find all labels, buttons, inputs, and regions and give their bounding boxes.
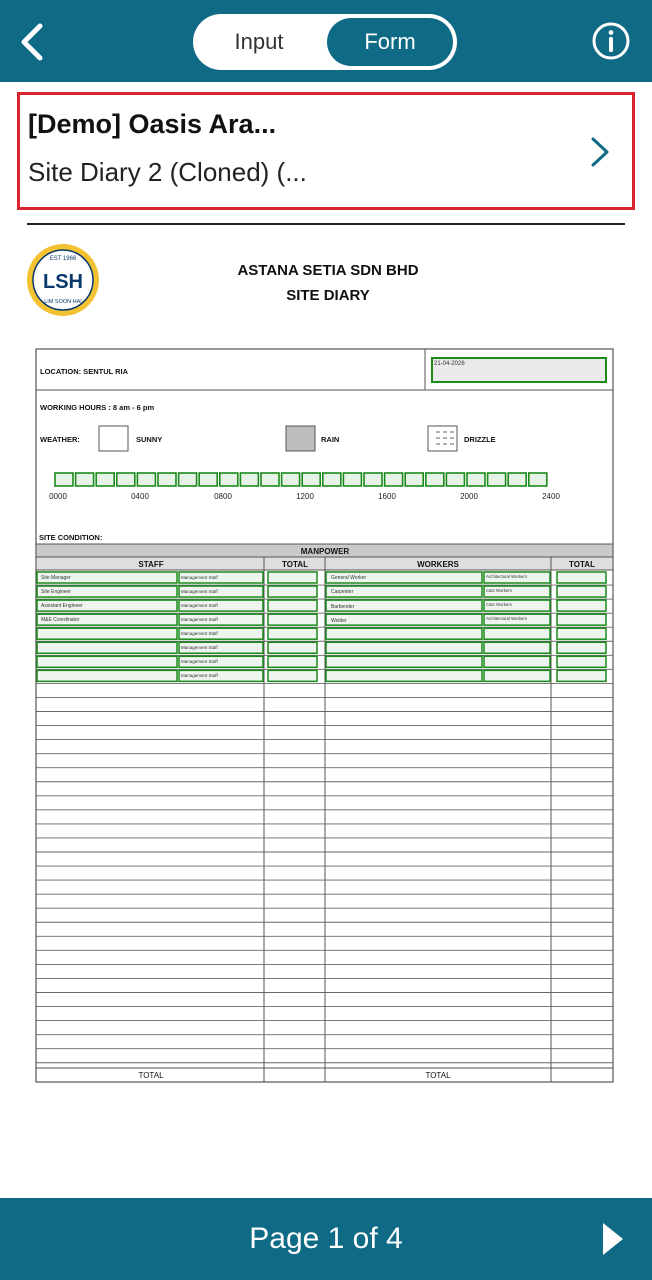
timeline-slot-19[interactable] bbox=[446, 473, 464, 486]
staff-name-2: Site Engineer bbox=[41, 589, 72, 595]
worker-total-field-1[interactable] bbox=[557, 572, 606, 583]
header-divider bbox=[27, 223, 625, 225]
timeline-slot-6[interactable] bbox=[179, 473, 197, 486]
view-toggle bbox=[193, 14, 457, 70]
worker-total-field-8[interactable] bbox=[557, 670, 606, 681]
timeline-slot-7[interactable] bbox=[199, 473, 217, 486]
timeline-tick-1600: 1600 bbox=[378, 492, 396, 501]
weather-rain-label: RAIN bbox=[321, 435, 340, 444]
weather-sunny-checkbox[interactable] bbox=[99, 426, 128, 451]
page-indicator: Page 1 of 4 bbox=[249, 1222, 403, 1255]
worker-category-4: Architectural Workers bbox=[486, 616, 527, 621]
staff-total-field-5[interactable] bbox=[268, 628, 317, 639]
worker-total-field-7[interactable] bbox=[557, 656, 606, 667]
worker-total-field-5[interactable] bbox=[557, 628, 606, 639]
staff-name-3: Assistant Engineer bbox=[41, 603, 83, 609]
timeline-slot-14[interactable] bbox=[343, 473, 361, 486]
play-next-icon[interactable] bbox=[600, 1220, 626, 1258]
worker-category-field-8[interactable] bbox=[484, 670, 550, 681]
staff-name-4: M&E Coordinator bbox=[41, 617, 80, 623]
weather-rain-checkbox[interactable] bbox=[286, 426, 315, 451]
worker-category-field-5[interactable] bbox=[484, 628, 550, 639]
form-name: Site Diary 2 (Cloned) (... bbox=[28, 157, 307, 187]
worker-name-2: Carpenter bbox=[331, 589, 354, 595]
timeline-slot-15[interactable] bbox=[364, 473, 382, 486]
timeline-slot-5[interactable] bbox=[158, 473, 176, 486]
timeline-slot-3[interactable] bbox=[117, 473, 135, 486]
staff-category-3: Management Staff bbox=[181, 603, 218, 608]
worker-total-field-3[interactable] bbox=[557, 600, 606, 611]
timeline-slot-10[interactable] bbox=[261, 473, 279, 486]
staff-total-field-2[interactable] bbox=[268, 586, 317, 597]
weather-sunny-label: SUNNY bbox=[136, 435, 163, 444]
timeline-slot-22[interactable] bbox=[508, 473, 526, 486]
timeline-slot-11[interactable] bbox=[282, 473, 300, 486]
staff-total-field-7[interactable] bbox=[268, 656, 317, 667]
worker-total-field-6[interactable] bbox=[557, 642, 606, 653]
staff-category-4: Management Staff bbox=[181, 617, 218, 622]
location-label: LOCATION: SENTUL RIA bbox=[40, 367, 129, 376]
logo-bottom-text: LIM SOON HAI bbox=[44, 299, 82, 305]
staff-name-field-6[interactable] bbox=[37, 642, 177, 653]
staff-name-field-5[interactable] bbox=[37, 628, 177, 639]
timeline-tick-1200: 1200 bbox=[296, 492, 314, 501]
timeline-slot-4[interactable] bbox=[137, 473, 155, 486]
timeline-slot-1[interactable] bbox=[76, 473, 94, 486]
timeline-ticks bbox=[49, 492, 560, 501]
working-hours: WORKING HOURS : 8 am - 6 pm bbox=[40, 403, 155, 412]
worker-name-field-5[interactable] bbox=[326, 628, 482, 639]
timeline-tick-2400: 2400 bbox=[542, 492, 560, 501]
worker-category-1: Architectural Workers bbox=[486, 574, 527, 579]
staff-category-5: Management Staff bbox=[181, 631, 218, 636]
worker-category-field-7[interactable] bbox=[484, 656, 550, 667]
logo-top-text: EST 1966 bbox=[49, 256, 77, 262]
staff-total-header: TOTAL bbox=[282, 560, 308, 569]
staff-category-2: Management Staff bbox=[181, 589, 218, 594]
worker-name-1: General Worker bbox=[331, 575, 367, 581]
weather-label: WEATHER: bbox=[40, 435, 80, 444]
worker-name-field-7[interactable] bbox=[326, 656, 482, 667]
staff-total-label: TOTAL bbox=[138, 1071, 164, 1080]
worker-name-3: Barbender bbox=[331, 604, 355, 610]
timeline-slot-13[interactable] bbox=[323, 473, 341, 486]
manpower-fields bbox=[37, 572, 606, 681]
tab-input[interactable]: Input bbox=[234, 29, 284, 54]
timeline-tick-0400: 0400 bbox=[131, 492, 149, 501]
bottom-bar bbox=[0, 1198, 652, 1280]
timeline-tick-2000: 2000 bbox=[460, 492, 478, 501]
staff-name-field-8[interactable] bbox=[37, 670, 177, 681]
document-title: SITE DIARY bbox=[286, 287, 370, 304]
weather-drizzle-label: DRIZZLE bbox=[464, 435, 496, 444]
worker-category-3: C&S Workers bbox=[486, 602, 512, 607]
staff-category-6: Management Staff bbox=[181, 645, 218, 650]
timeline-slot-0[interactable] bbox=[55, 473, 73, 486]
manpower-heading: MANPOWER bbox=[300, 547, 350, 556]
staff-category-8: Management Staff bbox=[181, 673, 218, 678]
site-diary-document bbox=[0, 230, 652, 1130]
staff-total-field-6[interactable] bbox=[268, 642, 317, 653]
workers-total-header: TOTAL bbox=[569, 560, 595, 569]
form-header-card[interactable] bbox=[17, 92, 635, 210]
worker-category-field-6[interactable] bbox=[484, 642, 550, 653]
timeline-slot-2[interactable] bbox=[96, 473, 114, 486]
staff-category-1: Management Staff bbox=[181, 575, 218, 580]
timeline-slot-8[interactable] bbox=[220, 473, 238, 486]
staff-category-7: Management Staff bbox=[181, 659, 218, 664]
worker-total-field-2[interactable] bbox=[557, 586, 606, 597]
chevron-left-icon[interactable] bbox=[14, 20, 54, 64]
timeline-tick-0000: 0000 bbox=[49, 492, 67, 501]
staff-name-1: Site Manager bbox=[41, 575, 71, 581]
timeline-slot-16[interactable] bbox=[385, 473, 403, 486]
project-name: [Demo] Oasis Ara... bbox=[28, 109, 277, 139]
worker-name-field-8[interactable] bbox=[326, 670, 482, 681]
site-condition-label: SITE CONDITION: bbox=[39, 533, 103, 542]
date-value: 21-04-2026 bbox=[434, 361, 465, 367]
timeline-slot-17[interactable] bbox=[405, 473, 423, 486]
workers-total-label: TOTAL bbox=[425, 1071, 451, 1080]
worker-category-2: C&S Workers bbox=[486, 588, 512, 593]
staff-total-field-1[interactable] bbox=[268, 572, 317, 583]
timeline-slot-21[interactable] bbox=[488, 473, 506, 486]
workers-column-header: WORKERS bbox=[417, 560, 459, 569]
info-icon[interactable] bbox=[590, 20, 632, 62]
logo-center-text: LSH bbox=[43, 271, 83, 293]
staff-name-field-7[interactable] bbox=[37, 656, 177, 667]
staff-total-field-4[interactable] bbox=[268, 614, 317, 625]
staff-total-field-3[interactable] bbox=[268, 600, 317, 611]
tab-form[interactable]: Form bbox=[327, 18, 453, 66]
worker-total-field-4[interactable] bbox=[557, 614, 606, 625]
timeline-tick-0800: 0800 bbox=[214, 492, 232, 501]
worker-name-field-4[interactable] bbox=[326, 614, 482, 625]
staff-column-header: STAFF bbox=[138, 560, 164, 569]
timeline-slot-20[interactable] bbox=[467, 473, 485, 486]
staff-total-field-8[interactable] bbox=[268, 670, 317, 681]
timeline-slot-23[interactable] bbox=[529, 473, 547, 486]
company-logo bbox=[27, 244, 99, 316]
top-bar bbox=[0, 0, 652, 82]
timeline-slot-12[interactable] bbox=[302, 473, 320, 486]
worker-name-field-6[interactable] bbox=[326, 642, 482, 653]
timeline-slot-9[interactable] bbox=[240, 473, 258, 486]
worker-name-4: Welder bbox=[331, 618, 347, 624]
working-timeline bbox=[55, 473, 547, 486]
timeline-slot-18[interactable] bbox=[426, 473, 444, 486]
company-name: ASTANA SETIA SDN BHD bbox=[237, 262, 419, 279]
chevron-right-icon bbox=[588, 135, 612, 169]
